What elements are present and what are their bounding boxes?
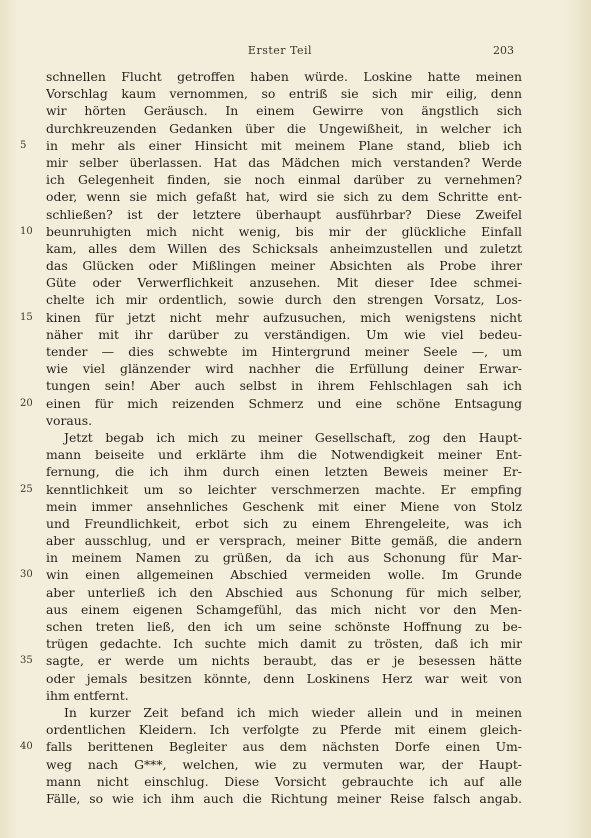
- line-text: in mehr als einer Hinsicht mit meinem Plane stand, blieb ich: [46, 137, 522, 153]
- text-line: [20, 566, 522, 583]
- text-line: [46, 704, 522, 721]
- line-text: mann beiseite und erklärte ihm die Notwendigkeit meiner Ent-: [46, 447, 522, 463]
- line-text: das Glücken oder Mißlingen meiner Absichten als Probe ihrer: [46, 258, 522, 274]
- line-text: schnellen Flucht getroffen haben würde. Loskine hatte meinen: [46, 69, 522, 84]
- text-line: [20, 395, 522, 412]
- line-text: beunruhigten mich nicht wenig, bis mir der glückliche Einfall: [46, 223, 522, 239]
- text-line: [46, 635, 522, 652]
- text-line: [46, 515, 522, 532]
- line-text: ich Gelegenheit finden, sie noch einmal darüber zu vernehmen?: [46, 172, 522, 188]
- text-line: [46, 498, 522, 515]
- line-text: näher mit ihr darüber zu verständigen. Um wie viel bedeu-: [46, 326, 522, 342]
- text-line: [46, 274, 522, 291]
- text-line: [20, 652, 522, 669]
- line-text: In kurzer Zeit befand ich mich wieder allein und in meinen: [64, 704, 522, 720]
- text-line: [46, 154, 522, 171]
- line-text: chelte ich mir ordentlich, sowie durch den strengen Vorsatz, Los-: [46, 292, 522, 308]
- line-text: falls berittenen Begleiter aus dem nächsten Dorfe einen Um-: [46, 739, 522, 755]
- text-line: [46, 85, 522, 102]
- text-line: [46, 412, 522, 429]
- text-line: [46, 120, 522, 137]
- page-header: [46, 44, 514, 60]
- text-line: [46, 343, 522, 360]
- line-text: mir selber überlassen. Hat das Mädchen mich verstanden? Werde: [46, 154, 522, 170]
- line-text: tungen sein! Aber auch selbst in ihrem Fehlschlagen sah ich: [46, 378, 522, 394]
- text-line: [46, 377, 522, 394]
- text-line: [46, 670, 522, 687]
- line-text: Fälle, so wie ich ihm auch die Richtung meiner Reise falsch angab.: [46, 790, 522, 806]
- text-line: [46, 601, 522, 618]
- text-line: [20, 738, 522, 755]
- line-number: 10: [20, 225, 33, 237]
- text-line: [46, 532, 522, 549]
- line-text: wir hörten Geräusch. In einem Gewirre von ängstlich sich: [46, 103, 522, 119]
- line-number: 30: [20, 569, 33, 581]
- text-line: [20, 223, 522, 240]
- line-text: aber ausschlug, und er versprach, meiner Bitte gemäß, die andern: [46, 533, 522, 549]
- line-text: in meinem Namen zu grüßen, da ich aus Schonung für Mar-: [46, 550, 522, 566]
- line-text: sagte, er werde um nichts beraubt, das er je besessen hätte: [46, 653, 522, 669]
- line-text: kenntlichkeit um so leichter verschmerzen machte. Er empfing: [46, 481, 522, 497]
- line-text: Vorschlag kaum vernommen, so entriß sie sich mir eilig, denn: [46, 86, 522, 102]
- line-text: oder, wenn sie mich gefaßt hat, wird sie sich zu dem Schritte ent-: [46, 189, 522, 205]
- line-number: 5: [20, 139, 27, 151]
- text-line: [20, 309, 522, 326]
- line-text: Jetzt begab ich mich zu meiner Gesellschaft, zog den Haupt-: [64, 429, 522, 445]
- text-line: [46, 188, 522, 205]
- line-text: trügen gedachte. Ich suchte mich damit zu trösten, daß ich mir: [46, 636, 522, 652]
- line-text: ordentlichen Kleidern. Ich verfolgte zu Pferde mit einem gleich-: [46, 722, 522, 738]
- page-number: 203: [493, 44, 514, 57]
- text-line: [46, 326, 522, 343]
- line-text: win einen allgemeinen Abschied vermeiden wolle. Im Grunde: [46, 567, 522, 583]
- text-line: [46, 206, 522, 223]
- text-line: [46, 257, 522, 274]
- running-head: Erster Teil: [247, 44, 313, 57]
- text-line: [46, 446, 522, 463]
- line-text: und Freundlichkeit, erbot sich zu einem Ehrengeleite, was ich: [46, 515, 522, 531]
- line-number: 35: [20, 655, 33, 667]
- line-text: mein immer ansehnliches Geschenk mit einer Miene von Stolz: [46, 498, 522, 514]
- line-text: aber unterließ ich den Abschied aus Schonung für mich selber,: [46, 584, 522, 600]
- line-text: tender — dies schwebte im Hintergrund meiner Seele —, um: [46, 344, 522, 359]
- text-line: [46, 429, 522, 446]
- line-number: 40: [20, 741, 33, 753]
- line-text: kinen für jetzt nicht mehr aufzusuchen, mich wenigstens nicht: [46, 309, 522, 325]
- body-text: [20, 68, 522, 807]
- line-text: ihm entfernt.: [46, 687, 129, 703]
- line-text: mann nicht einschlug. Diese Vorsicht gebrauchte ich auf alle: [46, 773, 522, 789]
- line-text: weg nach G***, welchen, wie zu vermuten war, der Haupt-: [46, 756, 522, 772]
- text-line: [46, 360, 522, 377]
- line-number: 20: [20, 397, 33, 409]
- text-line: [46, 171, 522, 188]
- text-line: [46, 68, 522, 85]
- text-line: [46, 463, 522, 480]
- text-line: [46, 618, 522, 635]
- line-number: 25: [20, 483, 33, 495]
- text-line: [46, 291, 522, 308]
- line-text: einen für mich reizenden Schmerz und eine schöne Entsagung: [46, 395, 522, 411]
- text-line: [46, 790, 522, 807]
- line-text: schließen? ist der letztere überhaupt ausführbar? Diese Zweifel: [46, 206, 522, 222]
- text-line: [46, 584, 522, 601]
- line-text: kam, alles dem Willen des Schicksals anheimzustellen und zuletzt: [46, 240, 522, 256]
- line-text: aus einem eigenen Schamgefühl, das mich nicht vor den Men-: [46, 601, 522, 617]
- line-text: Güte oder Verwerflichkeit anzusehen. Mit dieser Idee schmei-: [46, 275, 522, 291]
- text-line: [46, 687, 522, 704]
- line-text: wie viel glänzender wird nachher die Erfüllung deiner Erwar-: [46, 361, 522, 377]
- text-line: [46, 773, 522, 790]
- text-line: [46, 549, 522, 566]
- line-number: 15: [20, 311, 33, 323]
- text-line: [46, 102, 522, 119]
- text-line: [46, 721, 522, 738]
- text-line: [20, 481, 522, 498]
- line-text: oder jemals besitzen könnte, denn Loskinens Herz war weit von: [46, 670, 522, 686]
- line-text: voraus.: [46, 412, 93, 428]
- text-line: [46, 240, 522, 257]
- text-line: [46, 756, 522, 773]
- line-text: schen treten ließ, den ich um seine schönste Hoffnung zu be-: [46, 619, 522, 634]
- line-text: durchkreuzenden Gedanken über die Ungewißheit, in welcher ich: [46, 120, 522, 136]
- line-text: fernung, die ich ihm durch einen letzten Beweis meiner Er-: [46, 464, 522, 480]
- text-line: [20, 137, 522, 154]
